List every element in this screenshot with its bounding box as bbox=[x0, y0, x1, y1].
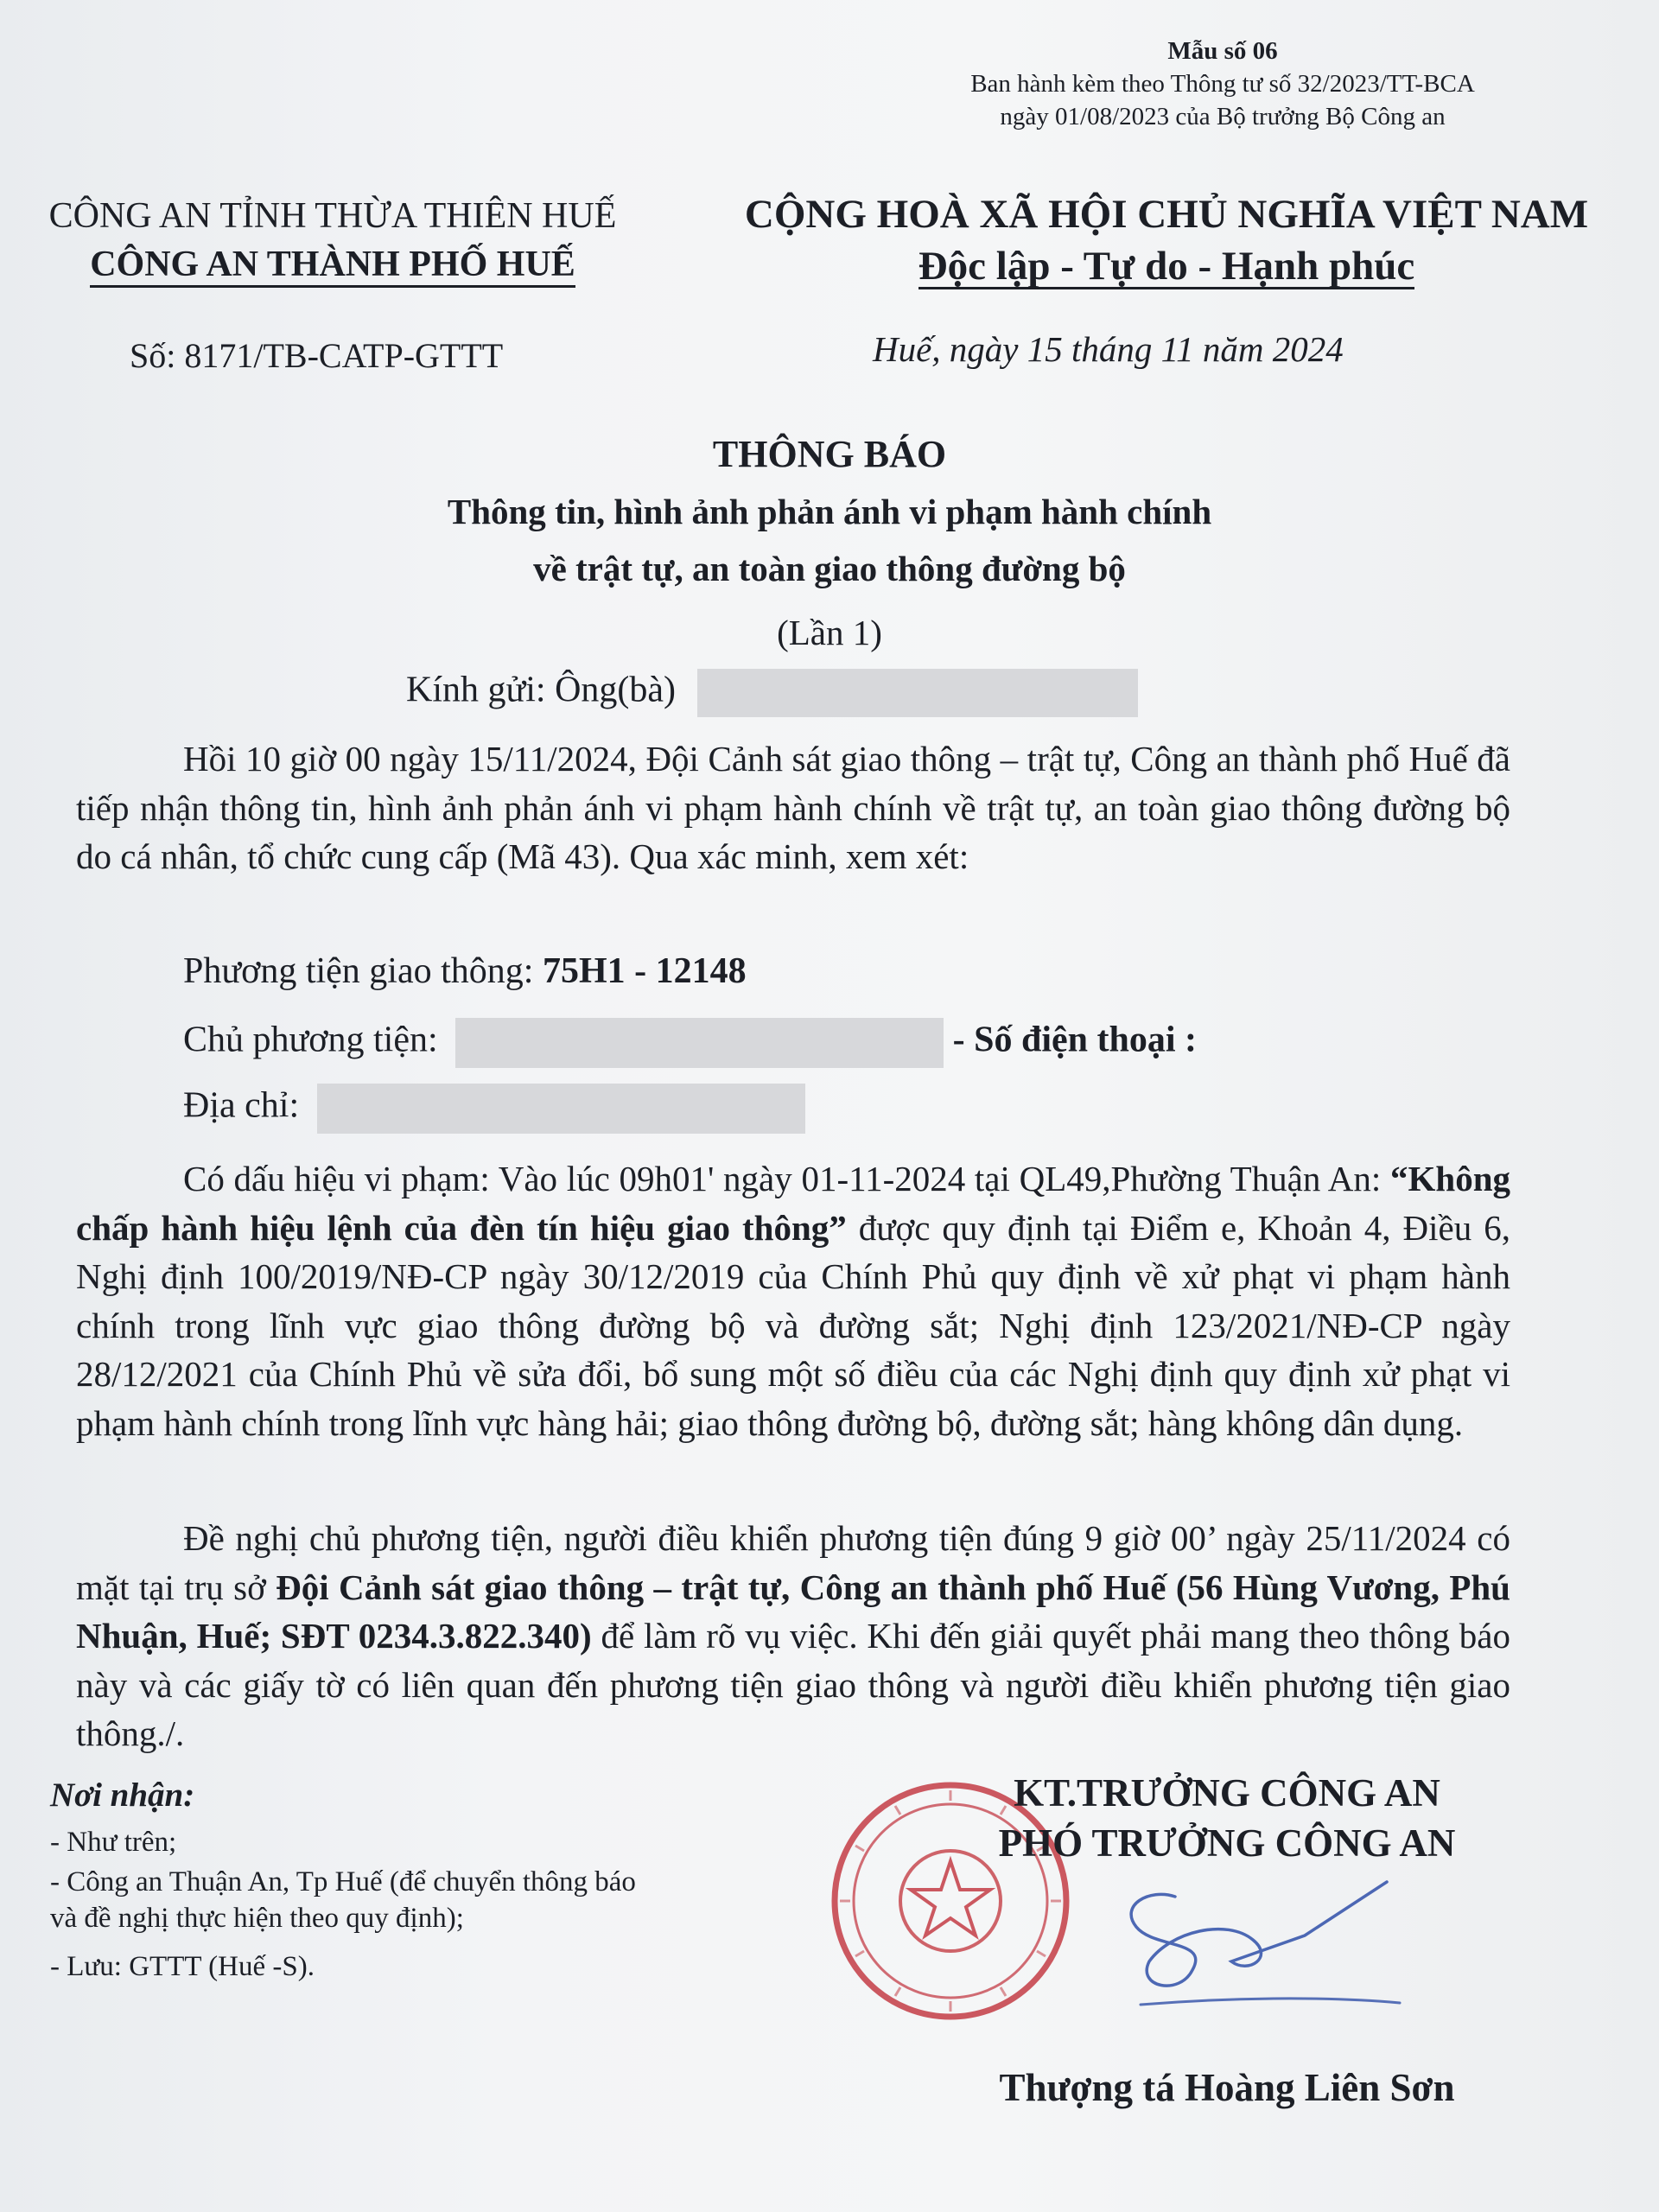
recipients-item: - Lưu: GTTT (Huế -S). bbox=[50, 1951, 315, 1982]
recipients-heading: Nơi nhận: bbox=[50, 1777, 195, 1814]
owner-line bbox=[183, 1018, 1197, 1068]
agency-parent: CÔNG AN TỈNH THỪA THIÊN HUẾ bbox=[48, 196, 617, 236]
violation-rest: được quy định tại Điểm e, Khoản 4, Điều 6, Nghị định 100/2019/NĐ-CP ngày 30/12/2019 của Chính Phủ quy định về xử phạt vi phạm hành chính trong lĩnh vực giao thông đường bộ và đường sắt; Nghị định 123/2021/NĐ-CP ngày 28/12/2021 của Chính Phủ về sửa đổi, bổ sung một số điều của các Nghị định quy định xử phạt vi phạm hành chính trong lĩnh vực hàng hải; giao thông đường bộ, đường sắt; hàng không dân dụng. bbox=[76, 1207, 1510, 1443]
redacted-recipient bbox=[697, 669, 1138, 717]
owner-label: Chủ phương tiện: bbox=[183, 1020, 438, 1060]
request-rest: để làm rõ vụ việc. Khi đến giải quyết phải mang theo thông báo này và các giấy tờ có liên quan đến phương tiện giao thông và người điều khiển phương tiện giao thông./. bbox=[76, 1616, 1510, 1753]
violation-quote: “Không chấp hành hiệu lệnh của đèn tín hiệu giao thông” bbox=[76, 1159, 1510, 1248]
address-label: Địa chỉ: bbox=[183, 1085, 300, 1126]
plate-number: 75H1 - 12148 bbox=[542, 951, 747, 991]
plate-label: Phương tiện giao thông: bbox=[183, 951, 534, 991]
form-header bbox=[890, 35, 1555, 133]
signer-name: Thượng tá Hoàng Liên Sơn bbox=[999, 2066, 1455, 2109]
request-lead: Đề nghị chủ phương tiện, người điều khiển phương tiện đúng 9 giờ 00’ ngày 25/11/2024 có mặt tại trụ sở bbox=[76, 1518, 1510, 1607]
recipient-label: Kính gửi: Ông(bà) bbox=[406, 670, 677, 710]
vehicle-plate-line bbox=[183, 950, 747, 992]
redacted-address bbox=[317, 1084, 805, 1134]
recipients-item: - Công an Thuận An, Tp Huế (để chuyển thông báo bbox=[50, 1866, 636, 1897]
agency-block bbox=[17, 192, 648, 289]
nation-motto: Độc lập - Tự do - Hạnh phúc bbox=[918, 244, 1415, 289]
signature-title-2: PHÓ TRƯỞNG CÔNG AN bbox=[998, 1821, 1456, 1865]
document-title: THÔNG BÁO bbox=[712, 433, 947, 475]
violation-paragraph bbox=[76, 1154, 1510, 1447]
place-date: Huế, ngày 15 tháng 11 năm 2024 bbox=[873, 329, 1344, 369]
attempt-number: (Lần 1) bbox=[777, 613, 882, 652]
recipients-item: - Như trên; bbox=[50, 1827, 177, 1858]
form-issued-date: ngày 01/08/2023 của Bộ trưởng Bộ Công an bbox=[1000, 103, 1446, 130]
recipient-line bbox=[406, 669, 1138, 717]
handwritten-signature-icon bbox=[1089, 1858, 1452, 2022]
form-number: Mẫu số 06 bbox=[1167, 37, 1278, 65]
form-issued-with: Ban hành kèm theo Thông tư số 32/2023/TT-BCA bbox=[970, 70, 1475, 98]
redacted-owner bbox=[455, 1018, 944, 1068]
request-place: Đội Cảnh sát giao thông – trật tự, Công an thành phố Huế (56 Hùng Vương, Phú Nhuận, Huế; SĐT 0234.3.822.340) bbox=[76, 1567, 1510, 1656]
violation-lead: Có dấu hiệu vi phạm: Vào lúc 09h01' ngày 01-11-2024 tại QL49,Phường Thuận An: bbox=[183, 1159, 1390, 1198]
recipients-item: và đề nghị thực hiện theo quy định); bbox=[50, 1903, 464, 1934]
address-line bbox=[183, 1084, 805, 1134]
signature-title-1: KT.TRƯỞNG CÔNG AN bbox=[1014, 1771, 1440, 1815]
nation-name: CỘNG HOÀ XÃ HỘI CHỦ NGHĨA VIỆT NAM bbox=[744, 192, 1589, 237]
nation-block bbox=[683, 188, 1650, 292]
title-line-2: về trật tự, an toàn giao thông đường bộ bbox=[533, 549, 1126, 588]
request-paragraph bbox=[76, 1514, 1510, 1758]
document-number: Số: 8171/TB-CATP-GTTT bbox=[130, 336, 504, 375]
phone-label: - Số điện thoại : bbox=[952, 1020, 1198, 1060]
agency-unit: CÔNG AN THÀNH PHỐ HUẾ bbox=[90, 244, 575, 288]
title-line-1: Thông tin, hình ảnh phản ánh vi phạm hành chính bbox=[447, 492, 1212, 531]
intro-paragraph: Hồi 10 giờ 00 ngày 15/11/2024, Đội Cảnh sát giao thông – trật tự, Công an thành phố Huế đã tiếp nhận thông tin, hình ảnh phản ánh vi phạm hành chính về trật tự, an toàn giao thông đường bộ do cá nhân, tổ chức cung cấp (Mã 43). Qua xác minh, xem xét: bbox=[76, 739, 1510, 876]
